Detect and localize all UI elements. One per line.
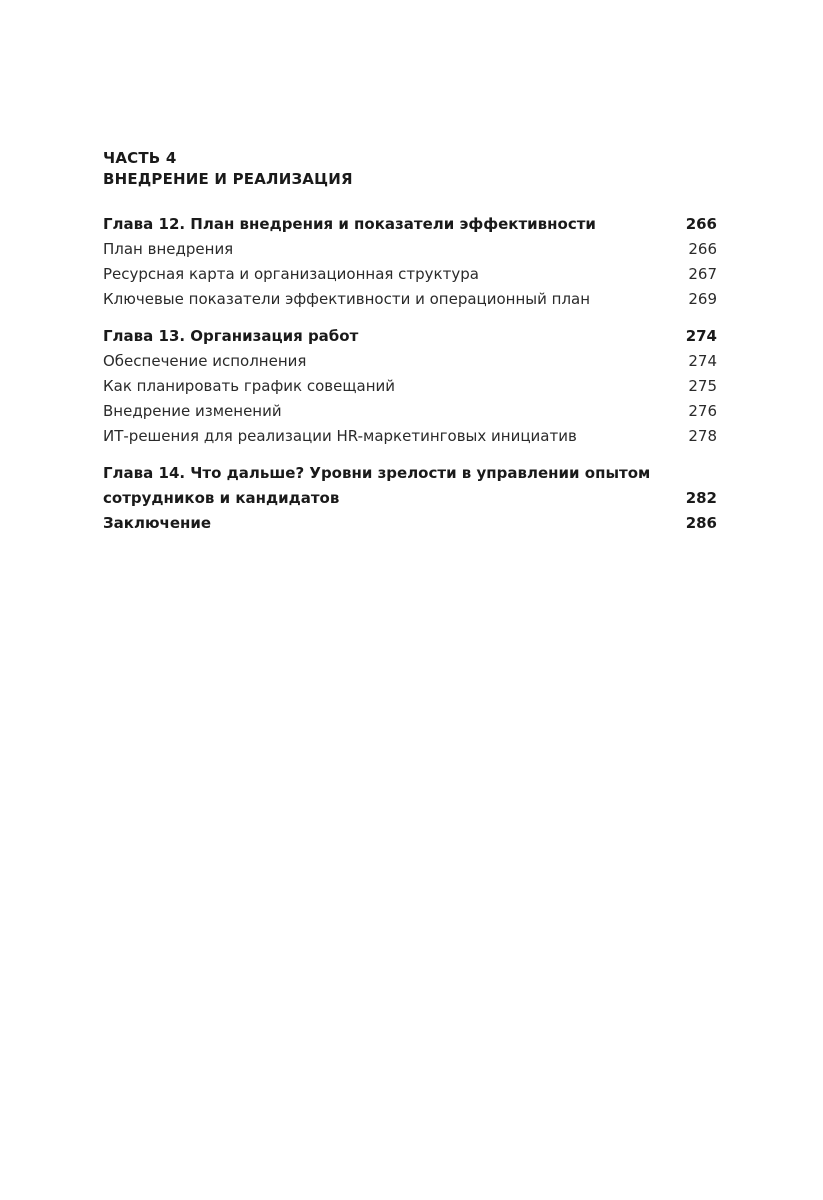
toc-section-entry[interactable] xyxy=(103,262,717,287)
page-number: 274 xyxy=(685,327,717,345)
page-number: 282 xyxy=(685,489,717,507)
toc-section-entry[interactable] xyxy=(103,424,717,449)
section-title: Ресурсная карта и организационная структура xyxy=(103,265,479,283)
toc-chapter-entry[interactable] xyxy=(103,212,717,237)
section-title: Как планировать график совещаний xyxy=(103,377,396,395)
chapter-title-line1: Глава 14. Что дальше? Уровни зрелости в управлении опытом xyxy=(103,464,651,482)
page-number: 267 xyxy=(688,265,717,283)
toc-section-entry[interactable] xyxy=(103,399,717,424)
toc-section-entry[interactable] xyxy=(103,237,717,262)
chapter-13 xyxy=(103,324,717,449)
chapter-title: Глава 12. План внедрения и показатели эффективности xyxy=(103,215,596,233)
section-title: ИТ-решения для реализации HR-маркетинговых инициатив xyxy=(103,427,577,445)
page-number: 266 xyxy=(688,240,717,258)
table-of-contents xyxy=(103,148,717,548)
page-number: 269 xyxy=(688,290,717,308)
toc-chapter-entry-line2[interactable] xyxy=(103,486,717,511)
page-number: 286 xyxy=(685,514,717,532)
conclusion-title: Заключение xyxy=(103,514,212,532)
page-number: 275 xyxy=(688,377,717,395)
toc-section-entry[interactable] xyxy=(103,349,717,374)
section-title: Ключевые показатели эффективности и операционный план xyxy=(103,290,591,308)
section-title: Внедрение изменений xyxy=(103,402,282,420)
chapter-title-line2: сотрудников и кандидатов xyxy=(103,489,340,507)
chapter-title: Глава 13. Организация работ xyxy=(103,327,359,345)
page-number: 274 xyxy=(688,352,717,370)
toc-chapter-entry-line1[interactable] xyxy=(103,461,717,486)
page-number: 266 xyxy=(685,215,717,233)
part-title: ВНЕДРЕНИЕ И РЕАЛИЗАЦИЯ xyxy=(103,170,353,188)
chapter-12 xyxy=(103,212,717,312)
toc-section-entry[interactable] xyxy=(103,374,717,399)
page-number: 276 xyxy=(688,402,717,420)
toc-section-entry[interactable] xyxy=(103,287,717,312)
toc-conclusion-entry[interactable] xyxy=(103,511,717,536)
toc-chapter-entry[interactable] xyxy=(103,324,717,349)
page-number: 278 xyxy=(688,427,717,445)
part-number: ЧАСТЬ 4 xyxy=(103,149,177,167)
section-title: План внедрения xyxy=(103,240,234,258)
chapter-14 xyxy=(103,461,717,536)
part-heading xyxy=(103,148,717,190)
section-title: Обеспечение исполнения xyxy=(103,352,307,370)
